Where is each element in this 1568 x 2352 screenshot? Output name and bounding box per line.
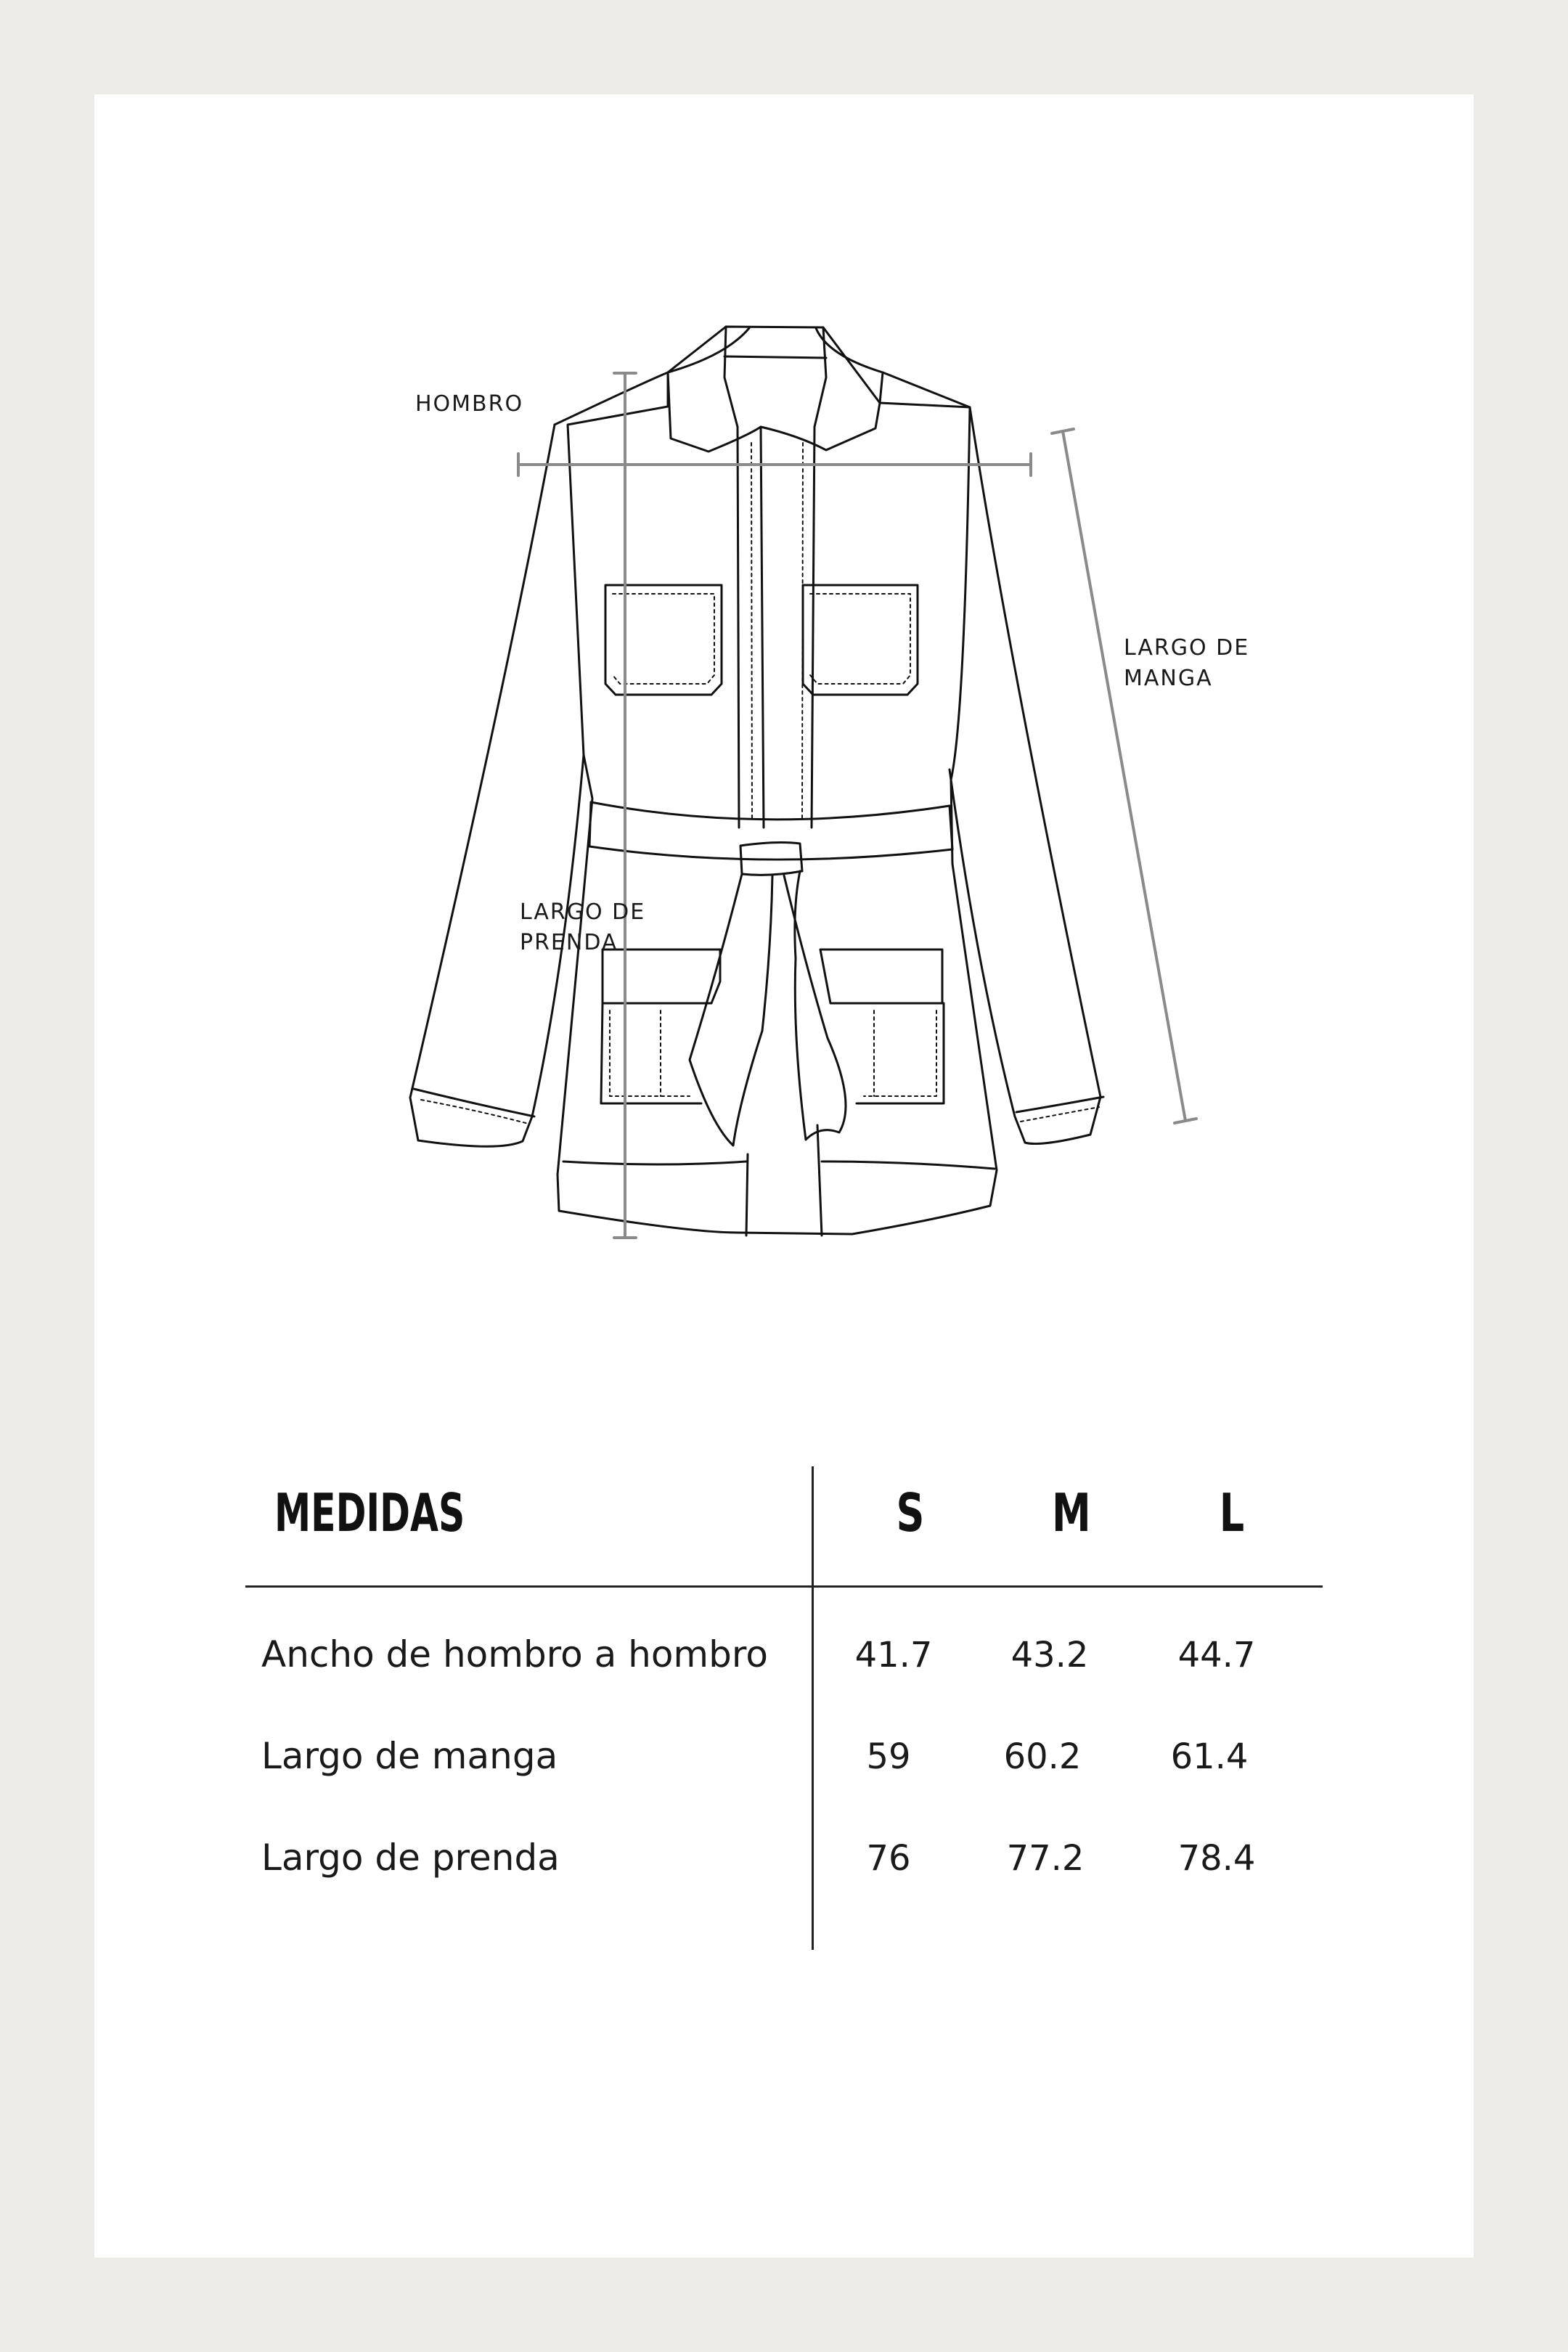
jacket-diagram xyxy=(94,94,1474,1365)
size-chart-card xyxy=(94,94,1474,2258)
table-heading: MEDIDAS xyxy=(274,1482,465,1543)
left-cuff xyxy=(414,1089,534,1116)
size-header-l: L xyxy=(1219,1482,1245,1543)
right-cuff xyxy=(1016,1097,1103,1112)
row-label-shoulder-width: Ancho de hombro a hombro xyxy=(261,1633,768,1675)
row-label-garment-length: Largo de prenda xyxy=(261,1837,560,1879)
cell-sleeve-s: 59 xyxy=(866,1736,911,1777)
row-label-sleeve-length: Largo de manga xyxy=(261,1735,558,1777)
jacket-body xyxy=(555,372,997,1234)
cell-shoulder-m: 43.2 xyxy=(1010,1635,1089,1675)
jacket-illustration xyxy=(94,94,1474,1365)
right-hip-pocket xyxy=(820,950,942,1003)
shoulder-label: HOMBRO xyxy=(415,391,524,417)
shoulder-measure-line xyxy=(518,454,1031,475)
hem-band xyxy=(563,1161,995,1169)
cell-shoulder-s: 41.7 xyxy=(854,1635,933,1675)
table-column-divider xyxy=(812,1466,814,1950)
sleeve-measure-line xyxy=(1052,429,1196,1123)
sleeve-length-label: LARGO DE MANGA xyxy=(1124,635,1250,691)
cell-sleeve-m: 60.2 xyxy=(1003,1736,1082,1777)
cell-sleeve-l: 61.4 xyxy=(1170,1736,1249,1777)
size-header-m: M xyxy=(1052,1482,1091,1543)
belt xyxy=(589,802,952,859)
size-header-s: S xyxy=(896,1482,925,1543)
cell-garment-m: 77.2 xyxy=(1006,1838,1085,1879)
left-sleeve xyxy=(410,425,584,1146)
cell-garment-l: 78.4 xyxy=(1177,1838,1256,1879)
garment-length-label: LARGO DE PRENDA xyxy=(520,899,646,955)
table-header-divider xyxy=(245,1585,1323,1588)
collar xyxy=(668,327,880,452)
garment-measure-line xyxy=(614,373,636,1238)
left-chest-pocket xyxy=(605,585,722,695)
cell-garment-s: 76 xyxy=(866,1838,911,1879)
right-chest-pocket xyxy=(803,585,918,695)
cell-shoulder-l: 44.7 xyxy=(1177,1635,1256,1675)
